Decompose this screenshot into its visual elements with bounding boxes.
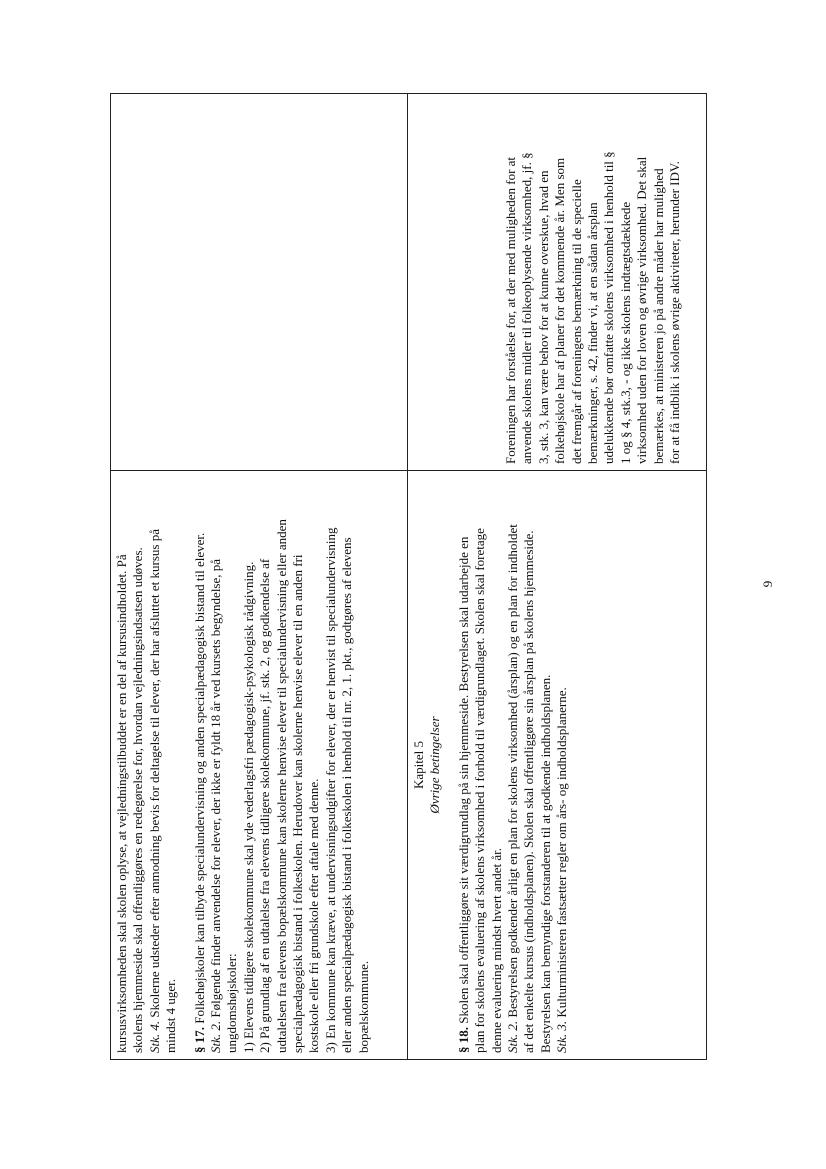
text-line [147,477,163,1053]
stk-text: Kulturministeren fastsætter regler om års- og indholdsplanerne. [554,687,570,1021]
text-line: kursusvirksomheden skal skolen oplyse, at vejledningstilbuddet er en del af kursusindholdet. På [114,554,129,1053]
comment-line: virksomhed uden for loven og øvrige virksomhed. Det skal [634,156,650,464]
comment-cell-empty [111,94,408,471]
law-text-cell [408,471,707,1060]
text-line [192,477,208,1053]
stk-text: Skolerne udsteder efter anmodning bevis for deltagelse til elever, der har afsluttet et kursus på [146,528,162,1021]
section-text: Skolen skal offentliggøre sit værdigrundlag på sin hjemmeside. Bestyrelsen skal udarbejde en [455,536,471,1027]
comment-line: Foreningen har forståelse for, at der med muligheden for at [503,156,518,464]
comment-line: anvende skolens midler til folkeoplysende virksomhed, jf. § [519,152,535,464]
text-line: 3) En kommune kan kræve, at undervisningsudgifter for elever, der er henvist til specialundervisning [322,527,338,1053]
paragraph-gap [443,100,455,464]
text-line: denne evaluering mindst hvert andet år. [488,847,504,1053]
paragraph-gap [467,100,479,464]
comment-line: 1 og § 4, stk.3, - og ikke skolens indtægtsdækkede [617,201,633,464]
comment-line: bemærkes, at ministeren jo på andre måder har mulighed [650,168,666,464]
text-line: specialpædagogisk bistand i folkeskolen. Herudover kan skolerne henvise elever til en anden fri [290,554,306,1053]
stk-text: Bestyrelsen godkender årligt en plan for skolens virksomhed (årsplan) og en plan for indholdet [505,524,521,1021]
law-text-cell [111,471,408,1060]
text-line: Bestyrelsen kan bemyndige forstanderen til at godkende indholdsplanen. [537,674,553,1053]
text-line: eller anden specialpædagogisk bistand i folkeskolen i henhold til nr. 2, 1. pkt., godtgøres af elevens [339,537,355,1053]
section-label: § 18. [455,1027,471,1053]
comment-line: 3, stk. 3, kan være behov for at kunne overskue, hvad en [535,170,551,464]
paragraph-gap [455,100,467,464]
comment-line: bemærkninger, s. 42, finder vi, at en sådan årsplan [585,202,601,464]
paragraph-gap [491,100,503,464]
section-text: Folkehøjskoler kan tilbyde specialundervisning og anden specialpædagogisk bistand til elever. [191,532,207,1027]
text-line: bopælskommune. [355,960,371,1053]
text-line: 2) På grundlag af en udtalelse fra elevens tidligere skolekommune, jf. stk. 2, og godkendelse af [257,558,273,1053]
comment-line: for at få indblik i skolens øvrige aktiviteter, herunder IDV. [667,161,683,464]
text-line: ungdomshøjskoler: [224,953,240,1053]
rotated-table-area [110,94,706,1060]
table-row [111,94,408,1060]
section-label: § 17. [191,1027,207,1053]
text-line: af det enkelte kursus (indholdsplanen). Skolen skal offentliggøre sin årsplan på skolens hjemmeside. [521,530,537,1053]
text-line [456,477,472,1053]
comment-line: udelukkende bør omfatte skolens virksomhed i henhold til § [601,151,617,464]
comment-spacer [411,100,427,464]
text-line: 1) Elevens tidligere skolekommune skal yde vederlagsfri pædagogisk-psykologisk rådgivning. [240,561,256,1053]
stk-label: Stk. 4. [146,1020,162,1053]
text-line: kostskole eller fri grundskole efter aftale med denne. [306,778,322,1053]
comment-cell [408,94,707,471]
text-line [554,477,570,1053]
page-number: 9 [760,580,775,588]
stk-text: Følgende finder anvendelse for elever, der ikke er fyldt 18 år ved kursets begyndelse, på [208,558,224,1021]
text-line: skolens hjemmeside skal offentliggøres en redegørelse for, hvordan vejledningsindsatsen udøves. [130,547,146,1053]
chapter-title: Øvrige betingelser [427,716,443,814]
text-line [505,477,521,1053]
paragraph-gap [444,477,456,1053]
comment-line: folkehøjskole har af planer for det kommende år. Men som [552,157,568,464]
text-line: plan for skolens evaluering af skolens virksomhed i forhold til værdigrundlaget. Skolen skal foretage [472,528,488,1053]
bill-comment-table [110,93,707,1060]
text-line [208,477,224,1053]
comment-line: det fremgår af foreningens bemærkning til de specielle [568,179,584,464]
text-line: mindst 4 uger. [163,978,179,1053]
comment-spacer [427,100,443,464]
stk-label: Stk. 2. [505,1020,521,1053]
table-row [408,94,707,1060]
paragraph-gap [479,100,491,464]
paragraph-gap [180,477,192,1053]
chapter-number: Kapitel 5 [411,741,426,790]
stk-label: Stk. 2. [208,1020,224,1053]
text-line: udtalelsen fra elevens bopælskommune kan skolerne henvise elever til specialundervisning eller anden [273,519,289,1053]
stk-label: Stk. 3. [554,1020,570,1053]
